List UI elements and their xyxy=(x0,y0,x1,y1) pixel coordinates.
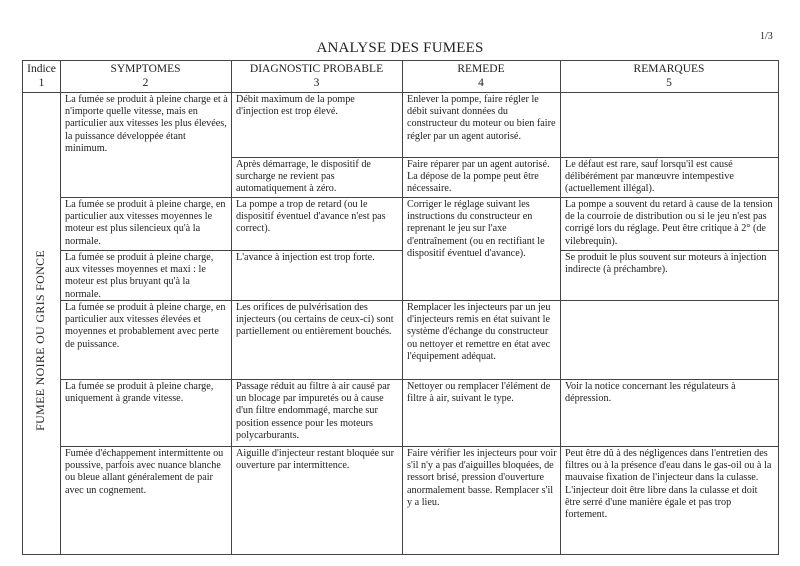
diagnostic-cell: L'avance à injection est trop forte. xyxy=(236,252,375,263)
row-divider xyxy=(560,250,778,251)
symptom-cell: La fumée se produit à pleine charge, uniquement à grande vitesse. xyxy=(65,381,214,405)
remedy-cell: Corriger le réglage suivant les instructions du constructeur en reprenant le jeu sur l'axe d'entraînement (ou en rectifiant le dispositif éventuel d'avance). xyxy=(407,199,545,259)
diagnostic-cell: Après démarrage, le dispositif de surcharge ne revient pas automatiquement à zéro. xyxy=(236,159,371,195)
header-label: SYMPTOMES xyxy=(110,63,181,75)
symptom-cell: La fumée se produit à pleine charge, aux vitesses moyennes et maxi : le moteur est plus bruyant qu'à la normale. xyxy=(65,252,214,300)
row-divider xyxy=(231,157,778,158)
remark-cell: Voir la notice concernant les régulateurs à dépression. xyxy=(565,381,736,405)
header-label: REMARQUES xyxy=(633,63,705,75)
row-divider xyxy=(60,197,778,198)
remark-cell: La pompe a souvent du retard à cause de la tension de la courroie de distribution ou si le jeu n'est pas corrigé lors du réglage. Peut être critique à 2° (de vilebrequin). xyxy=(565,199,773,247)
header-symptomes xyxy=(60,62,231,90)
column-divider xyxy=(560,61,561,554)
diagnostic-cell: Débit maximum de la pompe d'injection est trop élevé. xyxy=(236,94,355,118)
indice-side-label xyxy=(28,249,52,431)
diagnostic-cell: La pompe a trop de retard (ou le dispositif éventuel d'avance n'est pas correct). xyxy=(236,199,386,235)
symptom-cell: La fumée se produit à pleine charge et à n'importe quelle vitesse, mais en particulier aux vitesses les plus élevées, la puissance développée étant minimum. xyxy=(65,94,228,154)
row-divider xyxy=(60,446,778,447)
header-number: 3 xyxy=(313,77,320,89)
row-divider xyxy=(60,250,402,251)
page-number: 1/3 xyxy=(760,31,773,42)
remedy-cell: Faire vérifier les injecteurs pour voir s'il n'y a pas d'aiguilles bloquées, de ressort brisé, pression d'ouverture anormalement basse. Remplacer s'il y a lieu. xyxy=(407,448,557,508)
header-label: REMEDE xyxy=(457,63,505,75)
remark-cell: Le défaut est rare, sauf lorsqu'il est causé délibérément par manœuvre intempestive (actuellement illégal). xyxy=(565,159,734,195)
column-divider xyxy=(231,61,232,554)
diagnostic-cell: Les orifices de pulvérisation des injecteurs (ou certains de ceux-ci) sont partiellement ou entièrement bouchés. xyxy=(236,302,394,338)
remedy-cell: Faire réparer par un agent autorisé. La dépose de la pompe peut être nécessaire. xyxy=(407,159,550,195)
symptom-cell: La fumée se produit à pleine charge, en particulier aux vitesses moyennes le moteur est plus silencieux qu'à la normale. xyxy=(65,199,226,247)
column-divider xyxy=(402,61,403,554)
header-number: 1 xyxy=(38,77,45,89)
header-indice xyxy=(23,62,60,90)
header-divider xyxy=(23,92,778,93)
header-remede xyxy=(402,62,560,90)
header-number: 5 xyxy=(666,77,672,89)
column-divider xyxy=(60,61,61,554)
remark-cell: Peut être dû à des négligences dans l'entretien des filtres ou à la présence d'eau dans le gas-oil ou à la mauvaise fixation de l'injecteur dans la culasse. L'injecteur doit être libre dans la culasse et doit être serré d'une manière égale et pas trop fortement. xyxy=(565,448,772,521)
header-remarques xyxy=(560,62,778,90)
page-title: ANALYSE DES FUMEES xyxy=(316,40,484,56)
symptom-cell: Fumée d'échappement intermittente ou poussive, parfois avec nuance blanche ou bleue allant généralement de pair avec un cognement. xyxy=(65,448,224,496)
remark-cell: Se produit le plus souvent sur moteurs à injection indirecte (à préchambre). xyxy=(565,252,767,276)
symptom-cell: La fumée se produit à pleine charge, en particulier aux vitesses élevées et moyennes et probablement avec perte de puissance. xyxy=(65,302,226,350)
diagnostic-cell: Passage réduit au filtre à air causé par un blocage par impuretés ou à cause d'un filtre endommagé, marche sur position essence pour les moteurs polycarburants. xyxy=(236,381,391,441)
header-diagnostic xyxy=(231,62,402,90)
remedy-cell: Nettoyer ou remplacer l'élément de filtre à air, suivant le type. xyxy=(407,381,551,405)
header-label: DIAGNOSTIC PROBABLE xyxy=(249,63,384,75)
remedy-cell: Remplacer les injecteurs par un jeu d'injecteurs remis en état suivant le système d'échange du constructeur ou nettoyer et remettre en état avec l'équipement adéquat. xyxy=(407,302,551,362)
diagnostic-cell: Aiguille d'injecteur restant bloquée sur ouverture par intermittence. xyxy=(236,448,394,472)
side-label-text: FUMEE NOIRE OU GRIS FONCE xyxy=(32,249,47,431)
header-label: Indice xyxy=(27,63,56,75)
header-number: 2 xyxy=(142,77,149,89)
row-divider xyxy=(60,379,778,380)
remedy-cell: Enlever la pompe, faire régler le débit suivant données du constructeur du moteur ou bien faire régler par un agent autorisé. xyxy=(407,94,556,142)
header-number: 4 xyxy=(478,77,484,89)
smoke-analysis-table xyxy=(22,60,779,555)
